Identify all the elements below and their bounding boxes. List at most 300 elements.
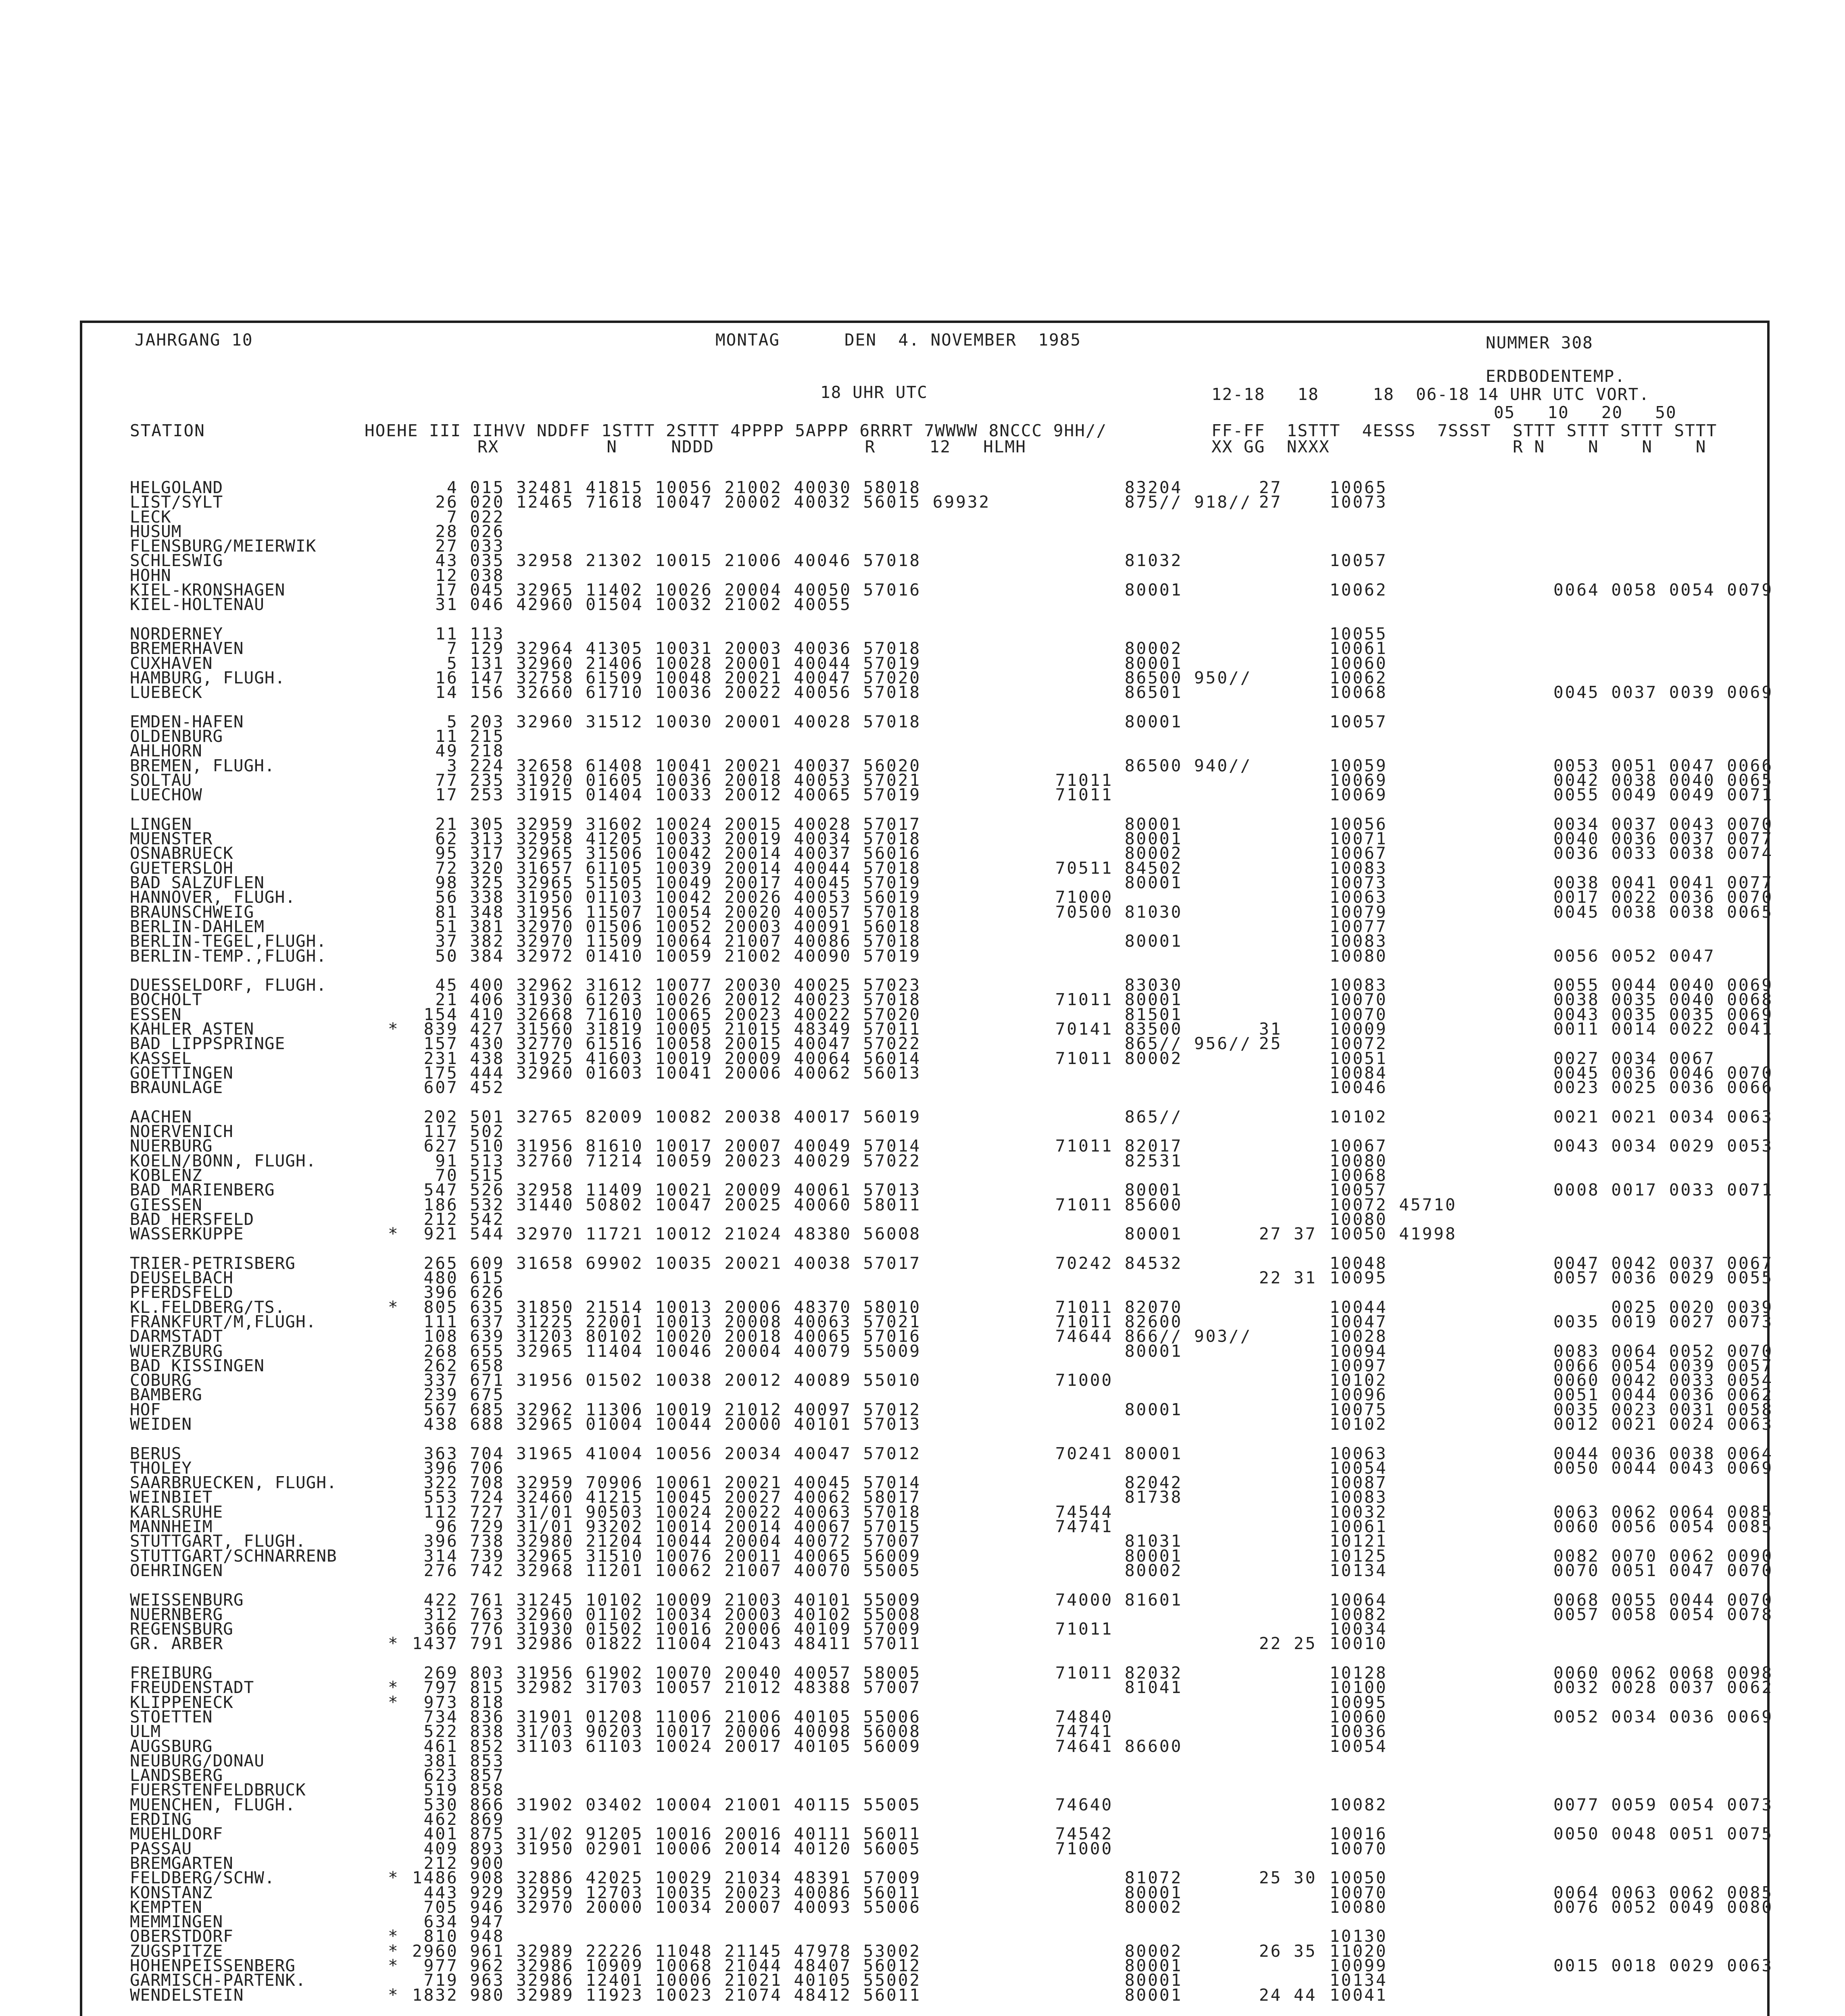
temp-18: 10070 <box>1330 1839 1388 1858</box>
table-row <box>130 1297 1773 1317</box>
station-name: KONSTANZ <box>130 1883 213 1902</box>
station-name: NUERBURG <box>130 1136 213 1156</box>
table-frame <box>80 321 1773 2016</box>
station-name: KIEL-KRONSHAGEN <box>130 580 286 600</box>
table-row <box>130 1019 1773 1039</box>
table-row <box>130 858 1763 878</box>
temp-18: 10028 <box>1330 1327 1388 1346</box>
temp-18: 10051 <box>1330 1048 1388 1068</box>
station-name: FLENSBURG/MEIERWIK <box>130 536 317 556</box>
main-groups: 314 739 32965 31510 10076 20011 40065 56009 <box>412 1546 921 1566</box>
station-name: KLIPPENECK <box>130 1692 233 1712</box>
soil-temps: 0015 0018 0029 0063 <box>1553 1956 1773 1975</box>
station-name: FELDBERG/SCHW. <box>130 1868 275 1888</box>
extra-groups: 71011 <box>1009 770 1113 790</box>
table-row <box>130 931 1763 951</box>
temp-18: 10082 <box>1330 1795 1388 1814</box>
main-groups: 111 637 31225 22001 10013 20008 40063 57021 <box>412 1312 921 1331</box>
main-groups: 1437 791 32986 01822 11004 21043 48411 57011 <box>412 1634 921 1654</box>
extra-groups: 80001 <box>1009 1180 1183 1200</box>
station-name: PASSAU <box>130 1839 192 1858</box>
table-row <box>130 902 1773 922</box>
table-row <box>130 1678 1773 1697</box>
row-spacer <box>130 1241 1763 1256</box>
temp-18: 10084 <box>1330 1063 1388 1083</box>
soil-temps: 0045 0036 0046 0070 <box>1553 1063 1773 1083</box>
main-groups: 462 869 <box>412 1810 505 1829</box>
temp-18: 10061 <box>1330 639 1388 658</box>
extra-groups: 80001 <box>1009 1956 1183 1975</box>
soil-temps: 0011 0014 0022 0041 <box>1553 1019 1773 1039</box>
main-groups: 5 131 32960 21406 10028 20001 40044 57019 <box>412 653 921 673</box>
soil-temps: 0076 0052 0049 0080 <box>1553 1897 1773 1917</box>
extra-groups: 86500 940// <box>1009 756 1252 775</box>
table-row <box>130 1502 1773 1522</box>
temp-18: 10121 <box>1330 1531 1388 1551</box>
table-row <box>130 1487 1763 1507</box>
station-name: AUGSBURG <box>130 1736 213 1756</box>
table-row <box>130 990 1773 1010</box>
soil-time-header: 14 UHR UTC VORT. <box>1478 385 1650 404</box>
table-row <box>130 1736 1763 1756</box>
table-row <box>130 1956 1773 1975</box>
row-spacer <box>130 963 1763 978</box>
station-name: STUTTGART/SCHNARRENB <box>130 1546 337 1566</box>
station-name: SCHLESWIG <box>130 551 223 571</box>
main-groups: 11 113 <box>412 624 505 644</box>
table-row <box>130 1868 1763 1888</box>
extra-groups: 80001 <box>1009 1985 1183 2005</box>
table-row <box>130 729 1763 744</box>
station-name: BAD SALZUFLEN <box>130 873 265 893</box>
station-name: LIST/SYLT <box>130 492 223 512</box>
main-groups: 21 406 31930 61203 10026 20012 40023 57018 <box>412 990 921 1010</box>
station-name: NEUBURG/DONAU <box>130 1751 265 1770</box>
table-row <box>130 1268 1773 1288</box>
main-groups: 154 410 32668 71610 10065 20023 40022 57020 <box>412 1004 921 1024</box>
jahrgang: JAHRGANG 10 <box>135 330 253 350</box>
station-name: HANNOVER, FLUGH. <box>130 887 296 907</box>
soil-temps: 0042 0038 0040 0065 <box>1553 770 1773 790</box>
station-name: BRAUNSCHWEIG <box>130 902 254 922</box>
table-row <box>130 1531 1763 1551</box>
main-groups: 262 658 <box>412 1356 505 1375</box>
temp-18: 10067 <box>1330 1136 1388 1156</box>
table-row <box>130 814 1773 834</box>
row-spacer <box>130 802 1763 817</box>
extra-groups: 80002 <box>1009 1897 1183 1917</box>
extra-groups: 80001 <box>1009 1341 1183 1361</box>
temp-18: 10102 <box>1330 1370 1388 1390</box>
soil-temps: 0035 0023 0031 0058 <box>1553 1400 1773 1419</box>
station-name: FREUDENSTADT <box>130 1678 254 1697</box>
station-name: KARLSRUHE <box>130 1502 223 1522</box>
temp-18: 10080 <box>1330 1151 1388 1170</box>
station-name: HAMBURG, FLUGH. <box>130 668 286 687</box>
extra-groups: 80001 <box>1009 1970 1183 1990</box>
temp-18: 10059 <box>1330 756 1388 775</box>
station-name: MUEHLDORF <box>130 1824 223 1844</box>
extra-groups: 70242 84532 <box>1009 1253 1183 1273</box>
main-groups: 91 513 32760 71214 10059 20023 40029 57022 <box>412 1151 921 1170</box>
table-row <box>130 521 1763 541</box>
main-groups: 3 224 32658 61408 10041 20021 40037 56020 <box>412 756 921 775</box>
station-name: GR. ARBER <box>130 1634 223 1654</box>
table-row <box>130 770 1773 790</box>
station-name: NOERVENICH <box>130 1122 233 1141</box>
main-groups: 422 761 31245 10102 10009 21003 40101 55009 <box>412 1590 921 1610</box>
main-groups: 81 348 31956 11507 10054 20020 40057 57018 <box>412 902 921 922</box>
soil-temps: 0063 0062 0064 0085 <box>1553 1502 1773 1522</box>
main-groups: 1832 980 32989 11923 10023 21074 48412 56011 <box>412 1985 921 2005</box>
station-name: GARMISCH-PARTENK. <box>130 1970 306 1990</box>
main-groups: 265 609 31658 69902 10035 20021 40038 57017 <box>412 1253 921 1273</box>
station-name: WENDELSTEIN <box>130 1985 244 2005</box>
main-groups: 1486 908 32886 42025 10029 21034 48391 57009 <box>412 1868 921 1888</box>
table-row <box>130 536 1763 556</box>
main-groups: 17 253 31915 01404 10033 20012 40065 57019 <box>412 785 921 805</box>
temp-18: 10055 <box>1330 624 1388 644</box>
temp-18: 10082 <box>1330 1604 1388 1624</box>
main-groups: 269 803 31956 61902 10070 20040 40057 58005 <box>412 1663 921 1683</box>
temp-18: 10083 <box>1330 975 1388 995</box>
station-name: THOLEY <box>130 1458 192 1478</box>
temp-18: 10128 <box>1330 1663 1388 1683</box>
extra-groups: 70511 84502 <box>1009 858 1183 878</box>
gust-value: 22 31 <box>1259 1268 1317 1288</box>
table-row <box>130 975 1773 995</box>
temp-18: 10070 <box>1330 990 1388 1010</box>
main-groups: 175 444 32960 01603 10041 20006 40062 56013 <box>412 1063 921 1083</box>
main-groups: 839 427 31560 31819 10005 21015 48349 57011 <box>412 1019 921 1039</box>
table-row <box>130 1634 1763 1654</box>
right-header-top: 12-18 18 18 06-18 <box>1211 385 1470 404</box>
soil-temps: 0070 0051 0047 0070 <box>1553 1560 1773 1580</box>
temp-18: 10094 <box>1330 1341 1388 1361</box>
table-row <box>130 1063 1773 1083</box>
mountain-mark: * <box>388 1692 398 1712</box>
extra-groups: 875// 918// <box>1009 492 1252 512</box>
station-name: WASSERKUPPE <box>130 1224 244 1244</box>
main-groups: 607 452 <box>412 1078 505 1098</box>
main-groups: 381 853 <box>412 1751 505 1770</box>
main-groups: 95 317 32965 31506 10042 20014 40037 56016 <box>412 843 921 863</box>
gust-value: 31 <box>1259 1019 1282 1039</box>
main-groups: 45 400 32962 31612 10077 20030 40025 57023 <box>412 975 921 995</box>
main-groups: 734 836 31901 01208 11006 21006 40105 55006 <box>412 1707 921 1727</box>
temp-18: 10075 <box>1330 1400 1388 1419</box>
extra-groups: 80001 <box>1009 712 1183 731</box>
extra-groups: 81032 <box>1009 551 1183 571</box>
soil-temps: 0055 0049 0049 0071 <box>1553 785 1773 805</box>
row-spacer <box>130 612 1763 627</box>
soil-temps: 0082 0070 0062 0090 <box>1553 1546 1773 1566</box>
main-groups: 17 045 32965 11402 10026 20004 40050 57016 <box>412 580 921 600</box>
station-name: LUEBECK <box>130 683 202 702</box>
extra-groups: 74544 <box>1009 1502 1113 1522</box>
extra-groups: 74542 <box>1009 1824 1113 1844</box>
soil-temps: 0066 0054 0039 0057 <box>1553 1356 1773 1375</box>
main-groups: 157 430 32770 61516 10058 20015 40047 57022 <box>412 1034 921 1054</box>
extra-groups: 80001 <box>1009 1400 1183 1419</box>
station-name: HELGOLAND <box>130 478 223 497</box>
station-name: BOCHOLT <box>130 990 202 1010</box>
main-groups: 231 438 31925 41603 10019 20009 40064 56014 <box>412 1048 921 1068</box>
temp-18: 10095 <box>1330 1268 1388 1288</box>
extra-groups: 71000 <box>1009 1370 1113 1390</box>
gust-value: 26 35 <box>1259 1941 1317 1961</box>
extra-groups: 71011 85600 <box>1009 1195 1183 1214</box>
extra-groups: 81031 <box>1009 1531 1183 1551</box>
mountain-mark: * <box>388 1956 398 1975</box>
main-groups: 921 544 32970 11721 10012 21024 48380 56008 <box>412 1224 921 1244</box>
main-groups: 7 129 32964 41305 10031 20003 40036 57018 <box>412 639 921 658</box>
table-row <box>130 785 1773 805</box>
soil-temps: 0064 0058 0054 0079 <box>1553 580 1773 600</box>
extra-groups: 81041 <box>1009 1678 1183 1697</box>
extra-groups: 71011 <box>1009 785 1113 805</box>
temp-18: 10097 <box>1330 1356 1388 1375</box>
gust-value: 25 30 <box>1259 1868 1317 1888</box>
soil-temps: 0050 0048 0051 0075 <box>1553 1824 1773 1844</box>
soil-temps: 0045 0038 0038 0065 <box>1553 902 1773 922</box>
station-name: PFERDSFELD <box>130 1283 233 1302</box>
table-row <box>130 916 1763 936</box>
main-groups: 11 215 <box>412 727 505 746</box>
temp-18: 10070 <box>1330 1004 1388 1024</box>
main-groups: 337 671 31956 01502 10038 20012 40089 55010 <box>412 1370 921 1390</box>
temp-18: 10072 45710 <box>1330 1195 1457 1214</box>
main-groups: 7 022 <box>412 507 505 527</box>
station-name: LECK <box>130 507 171 527</box>
station-header: STATION <box>130 421 205 440</box>
table-row <box>130 1912 1763 1932</box>
extra-groups: 80002 <box>1009 639 1183 658</box>
extra-groups: 74840 <box>1009 1707 1113 1727</box>
gust-value: 24 44 <box>1259 1985 1317 2005</box>
station-name: KL.FELDBERG/TS. <box>130 1297 286 1317</box>
row-spacer <box>130 700 1763 714</box>
temp-18: 10125 <box>1330 1546 1388 1566</box>
temp-18: 10072 <box>1330 1034 1388 1054</box>
table-row <box>130 1400 1773 1419</box>
soil-temps: 0064 0063 0062 0085 <box>1553 1883 1773 1902</box>
station-name: SOLTAU <box>130 770 192 790</box>
main-groups: 810 948 <box>412 1926 505 1946</box>
station-name: BAD KISSINGEN <box>130 1356 265 1375</box>
row-spacer <box>130 1651 1763 1666</box>
temp-18: 10067 <box>1330 843 1388 863</box>
extra-groups: 80001 <box>1009 580 1183 600</box>
temp-18: 10070 <box>1330 1883 1388 1902</box>
temp-18: 10080 <box>1330 946 1388 966</box>
table-row <box>130 507 1763 527</box>
main-groups: 70 515 <box>412 1165 505 1185</box>
station-name: DUESSELDORF, FLUGH. <box>130 975 327 995</box>
main-groups: 322 708 32959 70906 10061 20021 40045 57014 <box>412 1473 921 1493</box>
main-groups: 519 858 <box>412 1780 505 1800</box>
extra-groups: 82042 <box>1009 1473 1183 1493</box>
main-groups: 366 776 31930 01502 10016 20006 40109 57009 <box>412 1619 921 1639</box>
station-name: KASSEL <box>130 1048 192 1068</box>
extra-groups: 80002 <box>1009 843 1183 863</box>
extra-groups: 86500 950// <box>1009 668 1252 687</box>
station-name: FRANKFURT/M,FLUGH. <box>130 1312 317 1331</box>
date: DEN 4. NOVEMBER 1985 <box>844 330 1082 350</box>
table-row <box>130 1560 1773 1580</box>
soil-temps: 0040 0036 0037 0077 <box>1553 829 1773 849</box>
station-name: AHLHORN <box>130 741 202 761</box>
mountain-mark: * <box>388 1985 398 2005</box>
station-name: OLDENBURG <box>130 727 223 746</box>
soil-temps: 0021 0021 0034 0063 <box>1553 1107 1773 1127</box>
station-name: WUERZBURG <box>130 1341 223 1361</box>
table-row <box>130 1370 1773 1390</box>
station-name: BREMEN, FLUGH. <box>130 756 275 775</box>
main-groups: 77 235 31920 01605 10036 20018 40053 57021 <box>412 770 921 790</box>
main-groups: 396 706 <box>412 1458 505 1478</box>
extra-groups: 74000 81601 <box>1009 1590 1183 1610</box>
table-row <box>130 1224 1763 1244</box>
temp-18: 10063 <box>1330 887 1388 907</box>
soil-temps: 0035 0019 0027 0073 <box>1553 1312 1773 1331</box>
table-row <box>130 492 1763 512</box>
table-row <box>130 1768 1763 1783</box>
gust-value: 22 25 <box>1259 1634 1317 1654</box>
table-row <box>130 641 1763 656</box>
main-groups: 239 675 <box>412 1385 505 1405</box>
station-name: BERUS <box>130 1443 182 1463</box>
main-groups: 268 655 32965 11404 10046 20004 40079 55009 <box>412 1341 921 1361</box>
table-row <box>130 1473 1763 1493</box>
main-groups: 14 156 32660 61710 10036 20022 40056 57018 <box>412 683 921 702</box>
main-groups: 705 946 32970 20000 10034 20007 40093 55006 <box>412 1897 921 1917</box>
table-row <box>130 1443 1773 1463</box>
extra-groups: 80001 <box>1009 1224 1183 1244</box>
main-groups: 2960 961 32989 22226 11048 21145 47978 53002 <box>412 1941 921 1961</box>
temp-18: 10046 <box>1330 1078 1388 1098</box>
table-row <box>130 887 1773 907</box>
station-name: STOETTEN <box>130 1707 213 1727</box>
main-groups: 12 038 <box>412 565 505 585</box>
soil-temps: 0051 0044 0036 0062 <box>1553 1385 1773 1405</box>
station-name: BREMERHAVEN <box>130 639 244 658</box>
station-name: WEISSENBURG <box>130 1590 244 1610</box>
station-name: BAD HERSFELD <box>130 1209 254 1229</box>
soil-temps: 0052 0034 0036 0069 <box>1553 1707 1773 1727</box>
extra-groups: 71011 82600 <box>1009 1312 1183 1331</box>
table-row <box>130 1356 1773 1375</box>
main-groups: 627 510 31956 81610 10017 20007 40049 57014 <box>412 1136 921 1156</box>
extra-groups: 81738 <box>1009 1487 1183 1507</box>
main-groups: 480 615 <box>412 1268 505 1288</box>
station-name: BREMGARTEN <box>130 1853 233 1873</box>
weekday: MONTAG <box>715 330 780 350</box>
soil-temps: 0043 0035 0035 0069 <box>1553 1004 1773 1024</box>
gust-value: 27 37 <box>1259 1224 1317 1244</box>
temp-18: 11020 <box>1330 1941 1388 1961</box>
extra-groups: 71011 80001 <box>1009 990 1183 1010</box>
table-row <box>130 1151 1763 1170</box>
main-groups: 108 639 31203 80102 10020 20018 40065 57016 <box>412 1327 921 1346</box>
station-name: STUTTGART, FLUGH. <box>130 1531 306 1551</box>
main-groups: 49 218 <box>412 741 505 761</box>
table-row <box>130 1341 1773 1361</box>
table-row <box>130 580 1773 600</box>
station-name: BAD LIPPSPRINGE <box>130 1034 286 1054</box>
depth-header: 05 10 20 50 <box>1494 403 1677 422</box>
main-groups: 634 947 <box>412 1912 505 1932</box>
temp-18: 10057 <box>1330 551 1388 571</box>
table-row <box>130 829 1773 849</box>
soil-temps: 0038 0035 0040 0068 <box>1553 990 1773 1010</box>
table-row <box>130 1195 1763 1214</box>
extra-groups: 80002 <box>1009 1941 1183 1961</box>
extra-groups: 83030 <box>1009 975 1183 995</box>
soil-temps: 0032 0028 0037 0062 <box>1553 1678 1773 1697</box>
extra-groups: 71011 82017 <box>1009 1136 1183 1156</box>
station-name: KEMPTEN <box>130 1897 202 1917</box>
main-groups: 51 381 32970 01506 10052 20003 40091 56018 <box>412 916 921 936</box>
extra-groups: 71000 <box>1009 1839 1113 1858</box>
soil-temps: 0025 0020 0039 <box>1553 1297 1773 1317</box>
temp-18: 10080 <box>1330 1897 1388 1917</box>
station-name: ESSEN <box>130 1004 182 1024</box>
soil-temps: 0043 0034 0029 0053 <box>1553 1136 1773 1156</box>
temp-18: 10050 41998 <box>1330 1224 1457 1244</box>
temp-18: 10032 <box>1330 1502 1388 1522</box>
table-row <box>130 1853 1763 1873</box>
table-row <box>130 1546 1773 1566</box>
station-name: HOF <box>130 1400 161 1419</box>
main-groups: 396 738 32980 21204 10044 20004 40072 57007 <box>412 1531 921 1551</box>
mountain-mark: * <box>388 1634 398 1654</box>
table-row <box>130 1795 1773 1814</box>
temp-18: 10079 <box>1330 902 1388 922</box>
station-name: KOELN/BONN, FLUGH. <box>130 1151 317 1170</box>
soil-temps: 0055 0044 0040 0069 <box>1553 975 1773 995</box>
temp-18: 10102 <box>1330 1414 1388 1434</box>
station-table <box>130 478 1773 2005</box>
table-row <box>130 1985 1763 2005</box>
gust-value: 27 <box>1259 492 1282 512</box>
temp-18: 10041 <box>1330 1985 1388 2005</box>
table-row <box>130 624 1763 644</box>
main-groups: 276 742 32968 11201 10062 21007 40070 55005 <box>412 1560 921 1580</box>
table-row <box>130 1841 1763 1856</box>
soil-temps: 0027 0034 0067 <box>1553 1048 1716 1068</box>
station-name: MUENCHEN, FLUGH. <box>130 1795 296 1814</box>
temp-18: 10063 <box>1330 1443 1388 1463</box>
main-groups: 72 320 31657 61105 10039 20014 40044 57018 <box>412 858 921 878</box>
station-name: HOHENPEISSENBERG <box>130 1956 296 1975</box>
table-row <box>130 1941 1763 1961</box>
mountain-mark: * <box>388 1297 398 1317</box>
extra-groups: 83204 <box>1009 478 1183 497</box>
mountain-mark: * <box>388 1019 398 1039</box>
station-name: COBURG <box>130 1370 192 1390</box>
station-name: ZUGSPITZE <box>130 1941 223 1961</box>
main-groups: 530 866 31902 03402 10004 21001 40115 55005 <box>412 1795 921 1814</box>
extra-groups: 81072 <box>1009 1868 1183 1888</box>
extra-groups: 80001 <box>1009 1883 1183 1902</box>
extra-groups: 71000 <box>1009 887 1113 907</box>
main-groups: 98 325 32965 51505 10049 20017 40045 57019 <box>412 873 921 893</box>
table-row <box>130 741 1763 761</box>
station-name: WEIDEN <box>130 1414 192 1434</box>
station-name: OBERSTDORF <box>130 1926 233 1946</box>
table-row <box>130 1663 1773 1683</box>
